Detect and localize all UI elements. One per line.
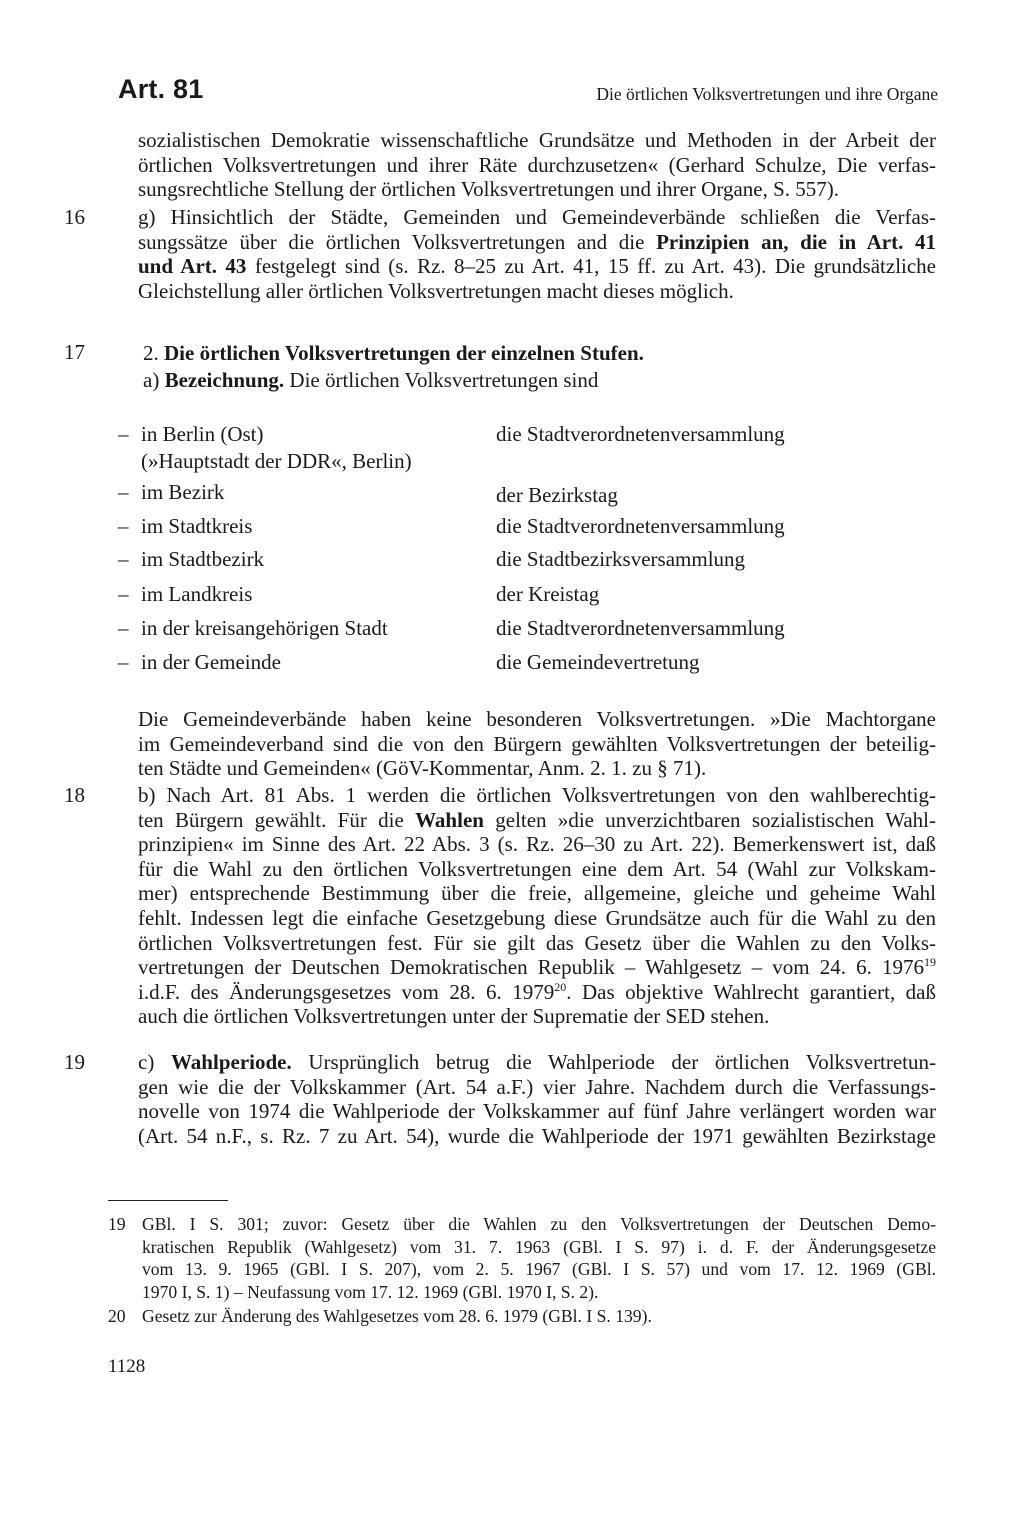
text-line: sozialistischen Demokratie wissenschaftliche Grundsätze und Methoden in der Arbeit der (138, 128, 936, 152)
text-line: b) Nach Art. 81 Abs. 1 werden die örtlichen Volksvertretungen von den wahlberechtig- (138, 783, 936, 807)
footnote-line: vom 13. 9. 1965 (GBl. I S. 207), vom 2. 5. 1967 (GBl. I S. 57) und vom 17. 12. 1969 (GBl. (142, 1259, 936, 1279)
text-line: fehlt. Indessen legt die einfache Gesetzgebung diese Grundsätze auch für die Wahl zu den (138, 905, 936, 930)
text-line: novelle von 1974 die Wahlperiode der Volkskammer auf fünf Jahre verlängert worden war (138, 1099, 936, 1124)
footnote-line: kratischen Republik (Wahlgesetz) vom 31. 7. 1963 (GBl. I S. 97) i. d. F. der Änderungsgesetze (142, 1236, 936, 1257)
text-line: gen wie die der Volkskammer (Art. 54 a.F.) vier Jahre. Nachdem durch die Verfassungs- (138, 1074, 936, 1099)
footnote-ref-20: 20 (554, 979, 567, 994)
margin-number-17: 17 (64, 340, 85, 364)
text-line: sungssätze über die örtlichen Volksvertretungen and die Prinzipien an, die in Art. 41 (138, 229, 936, 254)
footnote-number: 20 (108, 1306, 126, 1326)
margin-number-16: 16 (64, 205, 85, 229)
text-line: mer) entsprechende Bestimmung über die freie, allgemeine, gleiche und geheime Wahl (138, 881, 936, 906)
page-number: 1128 (108, 1356, 146, 1377)
paragraph-continuation (138, 128, 936, 202)
text-line: ten Städte und Gemeinden« (GöV-Kommentar, Anm. 2. 1. zu § 71). (138, 756, 707, 781)
text-line: örtlichen Volksvertretungen und ihrer Räte durchzusetzen« (Gerhard Schulze, Die verfas- (138, 152, 936, 177)
paragraph-18 (138, 783, 936, 1029)
text-line: auch die örtlichen Volksvertretungen unter der Suprematie der SED stehen. (138, 1004, 770, 1029)
footnote-line: 1970 I, S. 1) – Neufassung vom 17. 12. 1969 (GBl. 1970 I, S. 2). (142, 1281, 599, 1302)
text-line: örtlichen Volksvertretungen fest. Für sie gilt das Gesetz über die Wahlen zu den Volks- (138, 930, 936, 955)
list-item: – im Landkreis der Kreistag (118, 582, 600, 606)
footnote-number: 19 (108, 1214, 126, 1234)
footnote-line: GBl. I S. 301; zuvor: Gesetz über die Wahlen zu den Volksvertretungen der Deutschen Demo- (142, 1214, 936, 1234)
text-line: ten Bürgern gewählt. Für die Wahlen gelten »die unverzichtbaren sozialistischen Wahl- (138, 807, 937, 832)
text-line: (Art. 54 n.F., s. Rz. 7 zu Art. 54), wurde die Wahlperiode der 1971 gewählten Bezirkstage (138, 1123, 936, 1148)
margin-number-18: 18 (64, 783, 85, 807)
running-title: Die örtlichen Volksvertretungen und ihre Organe (596, 84, 938, 104)
article-label: Art. 81 (118, 74, 204, 104)
list-item: – in der Gemeinde die Gemeindevertretung (118, 650, 700, 674)
paragraph-gemeindeverbaende (138, 707, 936, 781)
text-line: prinzipien« im Sinne des Art. 22 Abs. 3 (s. Rz. 26–30 zu Art. 22). Bemerkenswert ist, daß (138, 832, 936, 857)
text-line: Die Gemeindeverbände haben keine besonderen Volksvertretungen. »Die Machtorgane (138, 707, 936, 731)
text-line: und Art. 43 festgelegt sind (s. Rz. 8–25 zu Art. 41, 15 ff. zu Art. 43). Die grundsätzliche (138, 254, 937, 279)
text-line: i.d.F. des Änderungsgesetzes vom 28. 6. 1979$^{20}$. Das objektive Wahlrecht garantiert, daß (138, 979, 936, 1004)
subsection-heading: a) Bezeichnung. Die örtlichen Volksvertretungen sind (143, 368, 599, 392)
page-header (118, 74, 938, 114)
text-line: g) Hinsichtlich der Städte, Gemeinden und Gemeindeverbände schließen die Verfas- (138, 205, 936, 229)
list-item: – im Stadtkreis die Stadtverordnetenversammlung (118, 514, 785, 538)
text-line: c) Wahlperiode. Ursprünglich betrug die Wahlperiode der örtlichen Volksvertretun- (138, 1050, 937, 1074)
margin-number-19: 19 (64, 1050, 85, 1074)
text-line: sungsrechtliche Stellung der örtlichen Volksvertretungen und ihrer Organe, S. 557). (138, 177, 840, 202)
paragraph-16 (138, 205, 936, 303)
section-heading: 2. Die örtlichen Volksvertretungen der einzelnen Stufen. (143, 341, 644, 365)
footnote-ref-19: 19 (924, 955, 936, 970)
list-item: – in der kreisangehörigen Stadt die Stadtverordnetenversammlung (118, 616, 785, 640)
text-line: für die Wahl zu den örtlichen Volksvertretungen eine dem Art. 54 (Wahl zur Volkskam- (138, 856, 936, 881)
text-line: Gleichstellung aller örtlichen Volksvertretungen macht dieses möglich. (138, 278, 734, 303)
list-item: – im Stadtbezirk die Stadtbezirksversammlung (118, 547, 746, 571)
text-line: vertretungen der Deutschen Demokratischen Republik – Wahlgesetz – vom 24. 6. 1976$^{19}$ (138, 955, 936, 980)
list-item: – im Bezirk der Bezirkstag (118, 480, 618, 507)
list-item: – in Berlin (Ost) (»Hauptstadt der DDR«, Berlin) die Stadtverordnetenversammlung (118, 422, 785, 473)
footnote-divider (108, 1200, 228, 1201)
footnote-line: Gesetz zur Änderung des Wahlgesetzes vom 28. 6. 1979 (GBl. I S. 139). (142, 1306, 652, 1326)
paragraph-19 (138, 1050, 936, 1148)
text-line: im Gemeindeverband sind die von den Bürgern gewählten Volksvertretungen der beteilig- (138, 731, 936, 756)
